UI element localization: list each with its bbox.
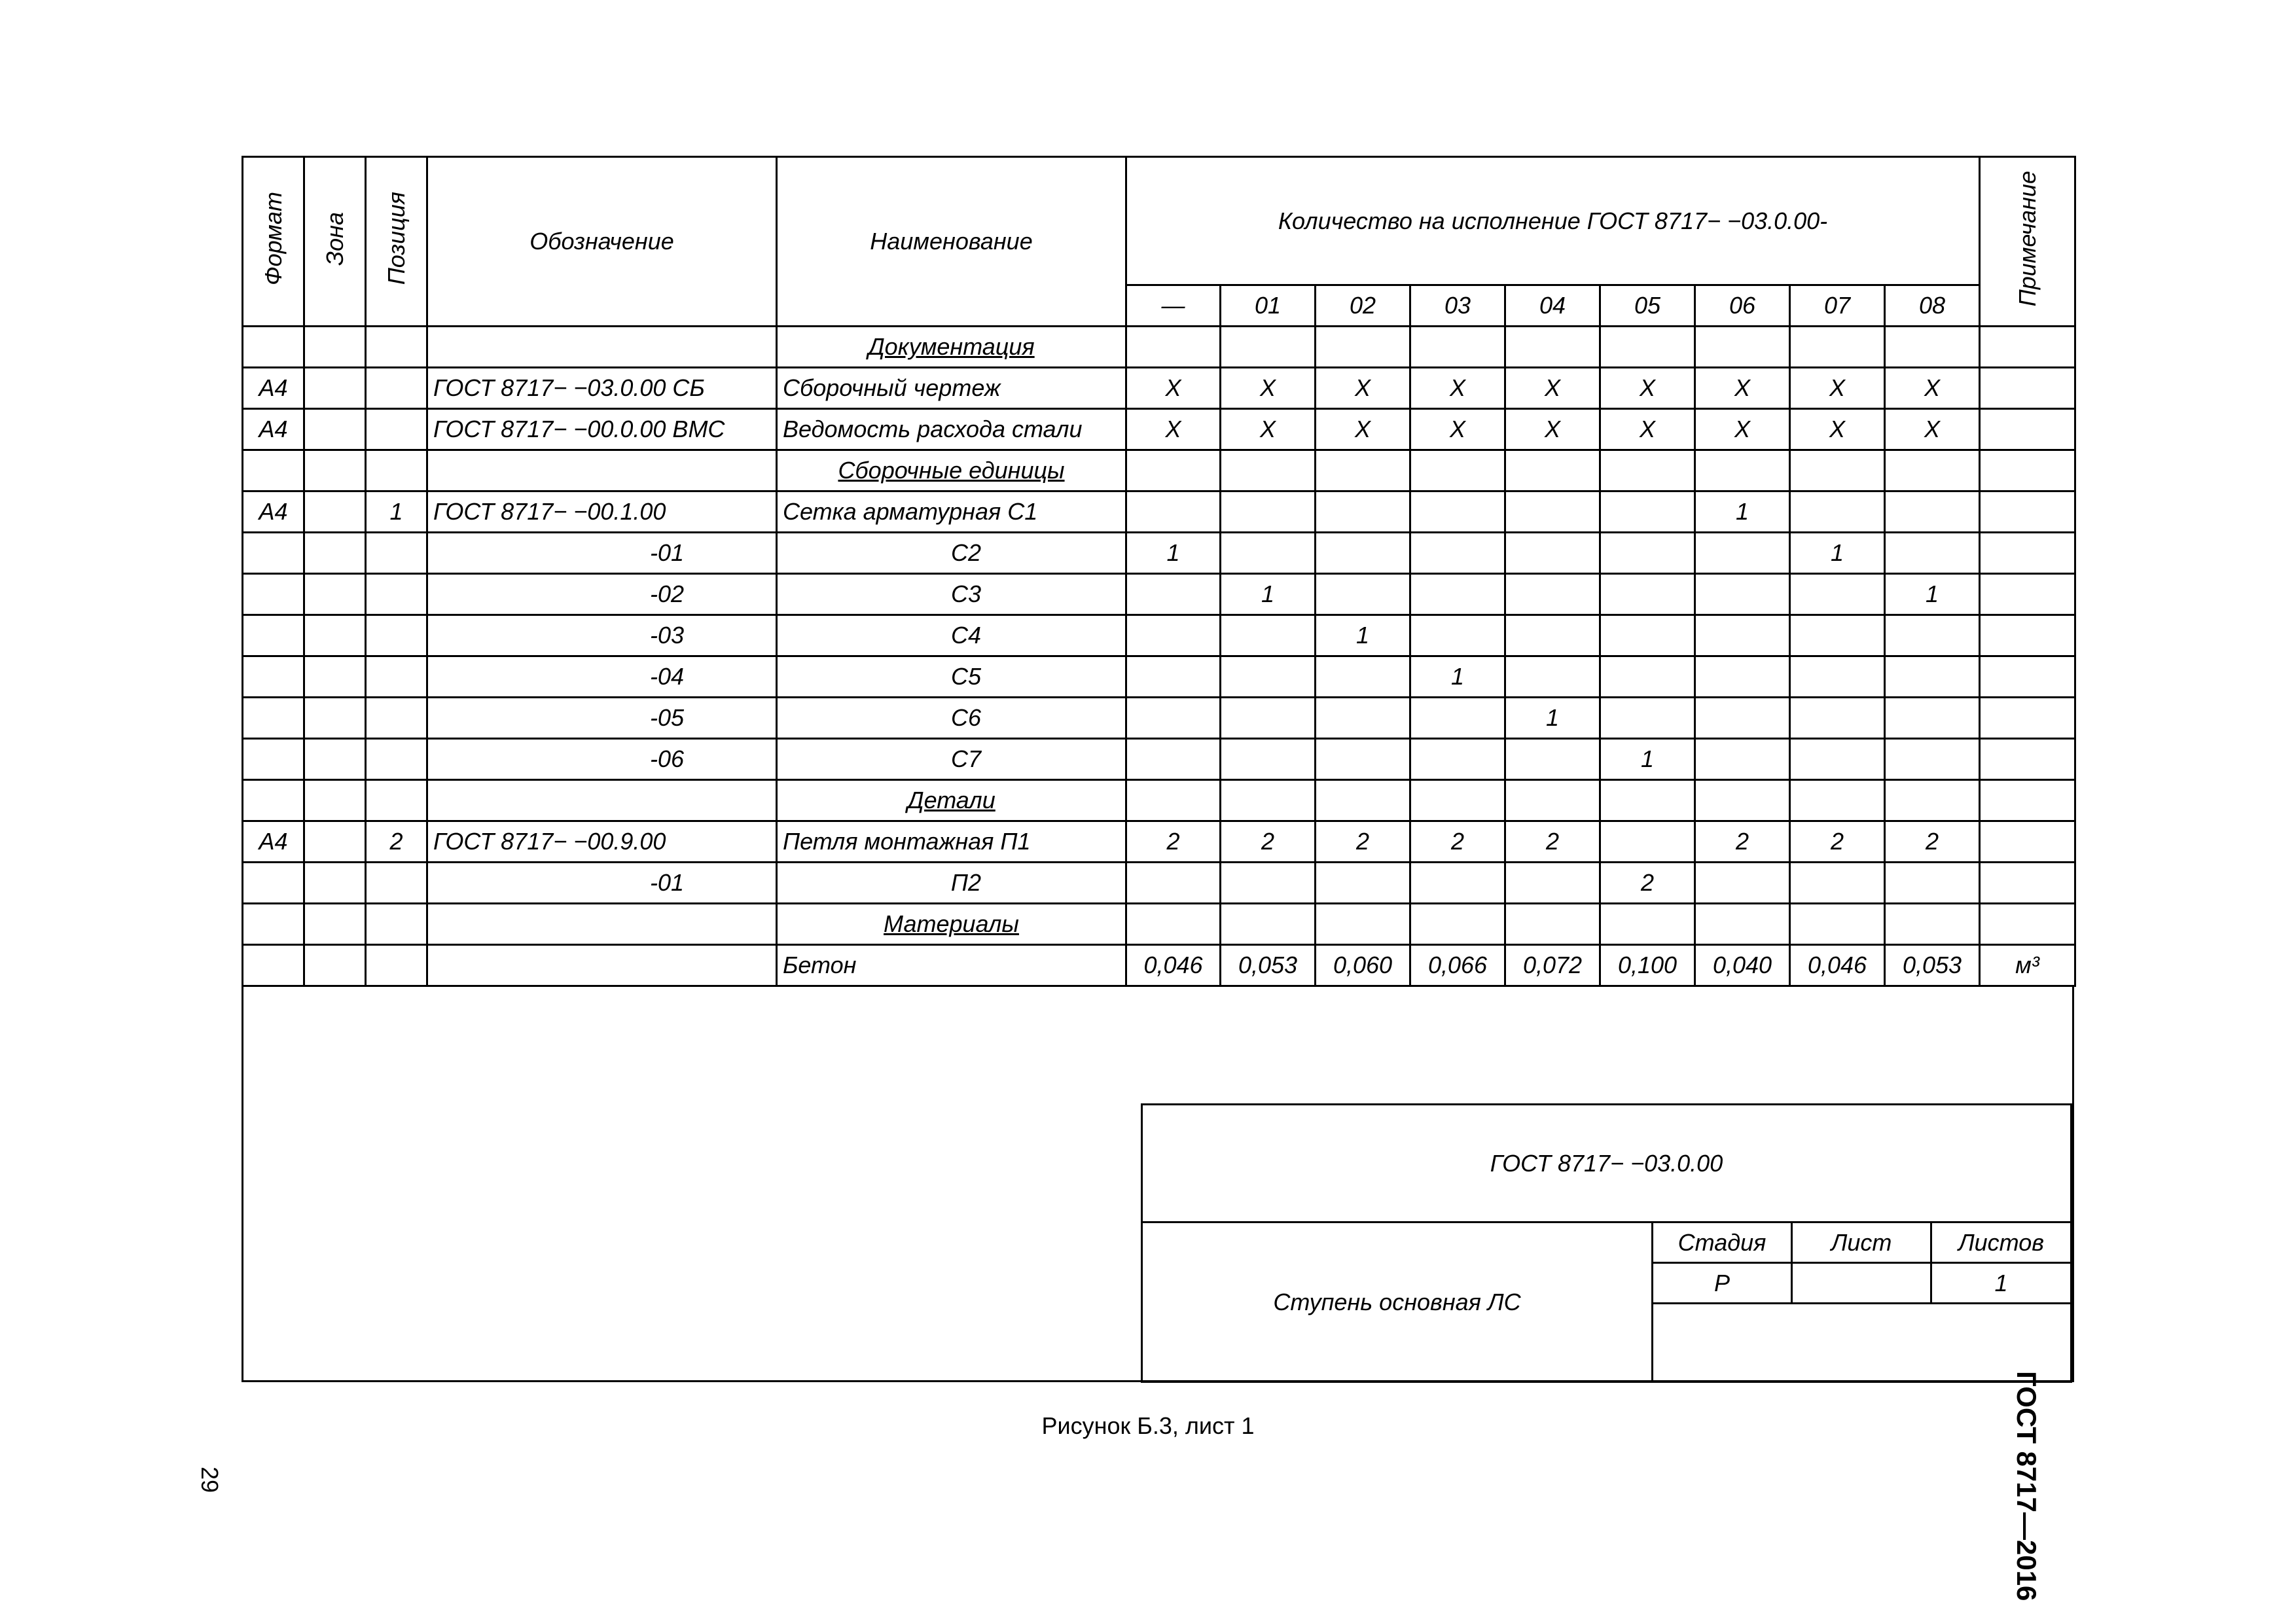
position-cell [366,368,427,409]
format-cell: А4 [243,409,304,450]
quantity-cell: 0,100 [1600,945,1695,986]
quantity-cell [1221,739,1316,780]
empty-cell [1980,615,2075,656]
position-cell [366,409,427,450]
variant-header-cell: — [1126,285,1221,327]
section-row [243,327,2075,368]
quantity-cell [1885,491,1980,533]
empty-cell [1505,904,1600,945]
header-quantity: Количество на исполнение ГОСТ 8717− −03.0.00- [1126,157,1980,285]
quantity-cell: 1 [1221,574,1316,615]
quantity-cell: Х [1885,368,1980,409]
section-title: Сборочные единицы [777,450,1126,491]
quantity-cell: 2 [1885,821,1980,863]
quantity-cell [1790,863,1885,904]
empty-cell [1790,904,1885,945]
quantity-cell: 2 [1316,821,1410,863]
variant-header-cell: 07 [1790,285,1885,327]
empty-cell [243,863,304,904]
empty-cell [1316,780,1410,821]
empty-cell [1885,904,1980,945]
quantity-cell [1316,656,1410,698]
quantity-cell [1316,533,1410,574]
table-row [243,739,2075,780]
empty-cell [1980,698,2075,739]
title-block [1141,1103,2072,1383]
quantity-cell: 1 [1316,615,1410,656]
note-cell [1980,409,2075,450]
variant-header-cell: 02 [1316,285,1410,327]
quantity-cell [1126,739,1221,780]
stage-value: Р [1653,1263,1792,1304]
empty-cell [366,574,427,615]
variant-header-cell: 03 [1410,285,1505,327]
empty-cell [1410,327,1505,368]
header-name: Наименование [777,157,1126,327]
empty-cell [1695,904,1790,945]
quantity-cell: Х [1600,409,1695,450]
title-block-empty [1653,1304,2072,1382]
quantity-cell: 0,040 [1695,945,1790,986]
name-cell: Петля монтажная П1 [777,821,1126,863]
quantity-cell [1221,533,1316,574]
quantity-cell [1316,698,1410,739]
quantity-cell [1600,656,1695,698]
empty-cell [1885,450,1980,491]
table-row [243,698,2075,739]
table-row [243,656,2075,698]
quantity-cell [1126,698,1221,739]
empty-cell [1410,450,1505,491]
name-cell: С7 [777,739,1126,780]
quantity-cell: Х [1221,409,1316,450]
empty-cell [1600,904,1695,945]
empty-cell [304,780,366,821]
quantity-cell: Х [1410,368,1505,409]
stage-label: Стадия [1653,1222,1792,1263]
quantity-cell [1410,863,1505,904]
empty-cell [366,739,427,780]
empty-cell [427,780,777,821]
quantity-cell [1126,491,1221,533]
empty-cell [304,615,366,656]
name-cell: Сборочный чертеж [777,368,1126,409]
empty-cell [1980,450,2075,491]
empty-cell [1505,450,1600,491]
empty-cell [1980,533,2075,574]
variant-header-cell: 04 [1505,285,1600,327]
quantity-cell [1505,615,1600,656]
quantity-cell: 1 [1410,656,1505,698]
note-cell [1980,821,2075,863]
empty-cell [1600,780,1695,821]
empty-cell [1221,780,1316,821]
empty-cell [243,780,304,821]
empty-cell [1410,904,1505,945]
quantity-cell: Х [1410,409,1505,450]
quantity-cell: 2 [1410,821,1505,863]
empty-cell [1695,450,1790,491]
empty-cell [1126,904,1221,945]
table-row [243,574,2075,615]
quantity-cell: Х [1505,409,1600,450]
quantity-cell [1316,491,1410,533]
quantity-cell: 1 [1695,491,1790,533]
quantity-cell [1885,698,1980,739]
quantity-cell [1505,491,1600,533]
header-format: Формат [243,157,304,327]
empty-cell [1885,780,1980,821]
empty-cell [243,450,304,491]
empty-cell [243,656,304,698]
designation-cell [427,945,777,986]
quantity-cell: 0,053 [1885,945,1980,986]
designation-cell: -01 [427,533,777,574]
quantity-cell [1410,491,1505,533]
section-title: Детали [777,780,1126,821]
empty-cell [366,656,427,698]
empty-cell [1316,904,1410,945]
position-cell: 1 [366,491,427,533]
quantity-cell: 1 [1790,533,1885,574]
name-cell: П2 [777,863,1126,904]
empty-cell [243,574,304,615]
section-row [243,450,2075,491]
empty-cell [1695,327,1790,368]
empty-cell [304,533,366,574]
quantity-cell [1885,739,1980,780]
quantity-cell [1221,615,1316,656]
empty-cell [1980,904,2075,945]
header-designation: Обозначение [427,157,777,327]
empty-cell [1790,327,1885,368]
sheet-label: Лист [1792,1222,1931,1263]
empty-cell [1126,780,1221,821]
quantity-cell [1695,698,1790,739]
empty-cell [304,327,366,368]
quantity-cell: 1 [1126,533,1221,574]
empty-cell [1885,327,1980,368]
quantity-cell [1695,863,1790,904]
empty-cell [243,615,304,656]
name-cell: С3 [777,574,1126,615]
empty-cell [243,533,304,574]
quantity-cell [1600,533,1695,574]
quantity-cell: 0,046 [1790,945,1885,986]
empty-cell [366,904,427,945]
empty-cell [1316,327,1410,368]
quantity-cell [1885,533,1980,574]
quantity-cell: Х [1126,409,1221,450]
variant-header-cell: 08 [1885,285,1980,327]
empty-cell [1505,780,1600,821]
title-block-designation: ГОСТ 8717− −03.0.00 [1142,1105,2072,1222]
quantity-cell: 2 [1790,821,1885,863]
quantity-cell [1695,739,1790,780]
zone-cell [304,491,366,533]
empty-cell [1600,450,1695,491]
empty-cell [366,780,427,821]
quantity-cell: 1 [1885,574,1980,615]
quantity-cell [1600,491,1695,533]
table-row [243,821,2075,863]
sheet-value [1792,1263,1931,1304]
position-cell [366,945,427,986]
empty-cell [1126,450,1221,491]
empty-cell [427,904,777,945]
name-cell: Бетон [777,945,1126,986]
quantity-cell: Х [1885,409,1980,450]
page-number: 29 [196,1466,224,1493]
empty-cell [304,739,366,780]
empty-cell [1980,780,2075,821]
quantity-cell [1505,656,1600,698]
empty-cell [243,904,304,945]
designation-cell: -03 [427,615,777,656]
designation-cell: -05 [427,698,777,739]
quantity-cell [1505,533,1600,574]
quantity-cell [1790,615,1885,656]
designation-cell: -04 [427,656,777,698]
designation-cell: -01 [427,863,777,904]
name-cell: Сетка арматурная С1 [777,491,1126,533]
quantity-cell: 0,060 [1316,945,1410,986]
empty-cell [243,698,304,739]
empty-cell [1505,327,1600,368]
empty-cell [304,450,366,491]
document-side-title: ГОСТ 8717—2016 [2011,1371,2042,1601]
empty-cell [304,574,366,615]
specification-table [242,156,2076,987]
header-position: Позиция [366,157,427,327]
empty-cell [1980,656,2075,698]
name-cell: С2 [777,533,1126,574]
format-cell: А4 [243,821,304,863]
table-row [243,491,2075,533]
quantity-cell [1126,574,1221,615]
name-cell: С4 [777,615,1126,656]
variant-header-cell: 05 [1600,285,1695,327]
designation-cell: ГОСТ 8717− −03.0.00 СБ [427,368,777,409]
quantity-cell [1885,863,1980,904]
empty-cell [1790,450,1885,491]
empty-cell [1600,327,1695,368]
quantity-cell [1695,615,1790,656]
sheets-value: 1 [1931,1263,2072,1304]
quantity-cell: Х [1695,409,1790,450]
quantity-cell: 1 [1505,698,1600,739]
quantity-cell: 1 [1600,739,1695,780]
zone-cell [304,409,366,450]
section-row [243,904,2075,945]
quantity-cell [1221,863,1316,904]
quantity-cell: Х [1695,368,1790,409]
quantity-cell [1410,615,1505,656]
quantity-cell [1410,533,1505,574]
quantity-cell [1790,491,1885,533]
note-cell [1980,368,2075,409]
empty-cell [427,327,777,368]
quantity-cell [1316,739,1410,780]
format-cell: А4 [243,491,304,533]
quantity-cell [1221,656,1316,698]
empty-cell [1410,780,1505,821]
quantity-cell: Х [1790,409,1885,450]
quantity-cell: 0,053 [1221,945,1316,986]
quantity-cell: 2 [1126,821,1221,863]
format-cell [243,945,304,986]
quantity-cell: Х [1790,368,1885,409]
empty-cell [1221,450,1316,491]
figure-caption: Рисунок Б.3, лист 1 [1041,1412,1255,1439]
designation-cell: ГОСТ 8717− −00.0.00 ВМС [427,409,777,450]
quantity-cell: Х [1126,368,1221,409]
note-cell [1980,491,2075,533]
quantity-cell [1126,656,1221,698]
empty-cell [366,450,427,491]
note-cell: м³ [1980,945,2075,986]
quantity-cell [1790,656,1885,698]
header-note: Примечание [1980,157,2075,327]
empty-cell [1126,327,1221,368]
quantity-cell: Х [1505,368,1600,409]
quantity-cell: 0,046 [1126,945,1221,986]
designation-cell: -06 [427,739,777,780]
quantity-cell: Х [1316,368,1410,409]
empty-cell [366,863,427,904]
quantity-cell [1126,615,1221,656]
quantity-cell [1600,574,1695,615]
quantity-cell [1600,698,1695,739]
quantity-cell [1790,698,1885,739]
variant-header-cell: 06 [1695,285,1790,327]
empty-cell [243,327,304,368]
empty-cell [1221,327,1316,368]
quantity-cell: Х [1316,409,1410,450]
empty-cell [366,533,427,574]
section-row [243,780,2075,821]
quantity-cell: Х [1600,368,1695,409]
quantity-cell [1600,615,1695,656]
empty-cell [366,698,427,739]
title-block-name: Ступень основная ЛС [1142,1222,1653,1382]
header-zone: Зона [304,157,366,327]
name-cell: С6 [777,698,1126,739]
quantity-cell [1410,698,1505,739]
empty-cell [1790,780,1885,821]
empty-cell [1221,904,1316,945]
quantity-cell [1600,821,1695,863]
quantity-cell [1505,863,1600,904]
table-row [243,409,2075,450]
quantity-cell [1505,739,1600,780]
designation-cell: ГОСТ 8717− −00.9.00 [427,821,777,863]
quantity-cell [1695,574,1790,615]
empty-cell [243,739,304,780]
quantity-cell [1885,615,1980,656]
quantity-cell: Х [1221,368,1316,409]
empty-cell [304,656,366,698]
table-row [243,368,2075,409]
empty-cell [304,863,366,904]
variant-header-cell: 01 [1221,285,1316,327]
table-row [243,863,2075,904]
zone-cell [304,821,366,863]
quantity-cell: 0,072 [1505,945,1600,986]
zone-cell [304,945,366,986]
empty-cell [1980,327,2075,368]
quantity-cell [1885,656,1980,698]
empty-cell [1980,863,2075,904]
quantity-cell [1410,739,1505,780]
zone-cell [304,368,366,409]
empty-cell [1980,739,2075,780]
quantity-cell [1410,574,1505,615]
table-row [243,945,2075,986]
quantity-cell [1126,863,1221,904]
position-cell: 2 [366,821,427,863]
quantity-cell: 2 [1221,821,1316,863]
quantity-cell [1221,698,1316,739]
empty-cell [427,450,777,491]
format-cell: А4 [243,368,304,409]
empty-cell [304,904,366,945]
quantity-cell [1316,863,1410,904]
quantity-cell [1316,574,1410,615]
empty-cell [366,327,427,368]
quantity-cell [1695,656,1790,698]
quantity-cell: 2 [1695,821,1790,863]
empty-cell [1695,780,1790,821]
quantity-cell: 2 [1505,821,1600,863]
section-title: Материалы [777,904,1126,945]
quantity-cell: 0,066 [1410,945,1505,986]
designation-cell: -02 [427,574,777,615]
table-row [243,615,2075,656]
quantity-cell: 2 [1600,863,1695,904]
quantity-cell [1790,574,1885,615]
quantity-cell [1505,574,1600,615]
empty-cell [304,698,366,739]
sheets-label: Листов [1931,1222,2072,1263]
name-cell: Ведомость расхода стали [777,409,1126,450]
empty-cell [1980,574,2075,615]
designation-cell: ГОСТ 8717− −00.1.00 [427,491,777,533]
empty-cell [1316,450,1410,491]
quantity-cell [1790,739,1885,780]
name-cell: С5 [777,656,1126,698]
quantity-cell [1695,533,1790,574]
empty-cell [366,615,427,656]
quantity-cell [1221,491,1316,533]
table-row [243,533,2075,574]
section-title: Документация [777,327,1126,368]
